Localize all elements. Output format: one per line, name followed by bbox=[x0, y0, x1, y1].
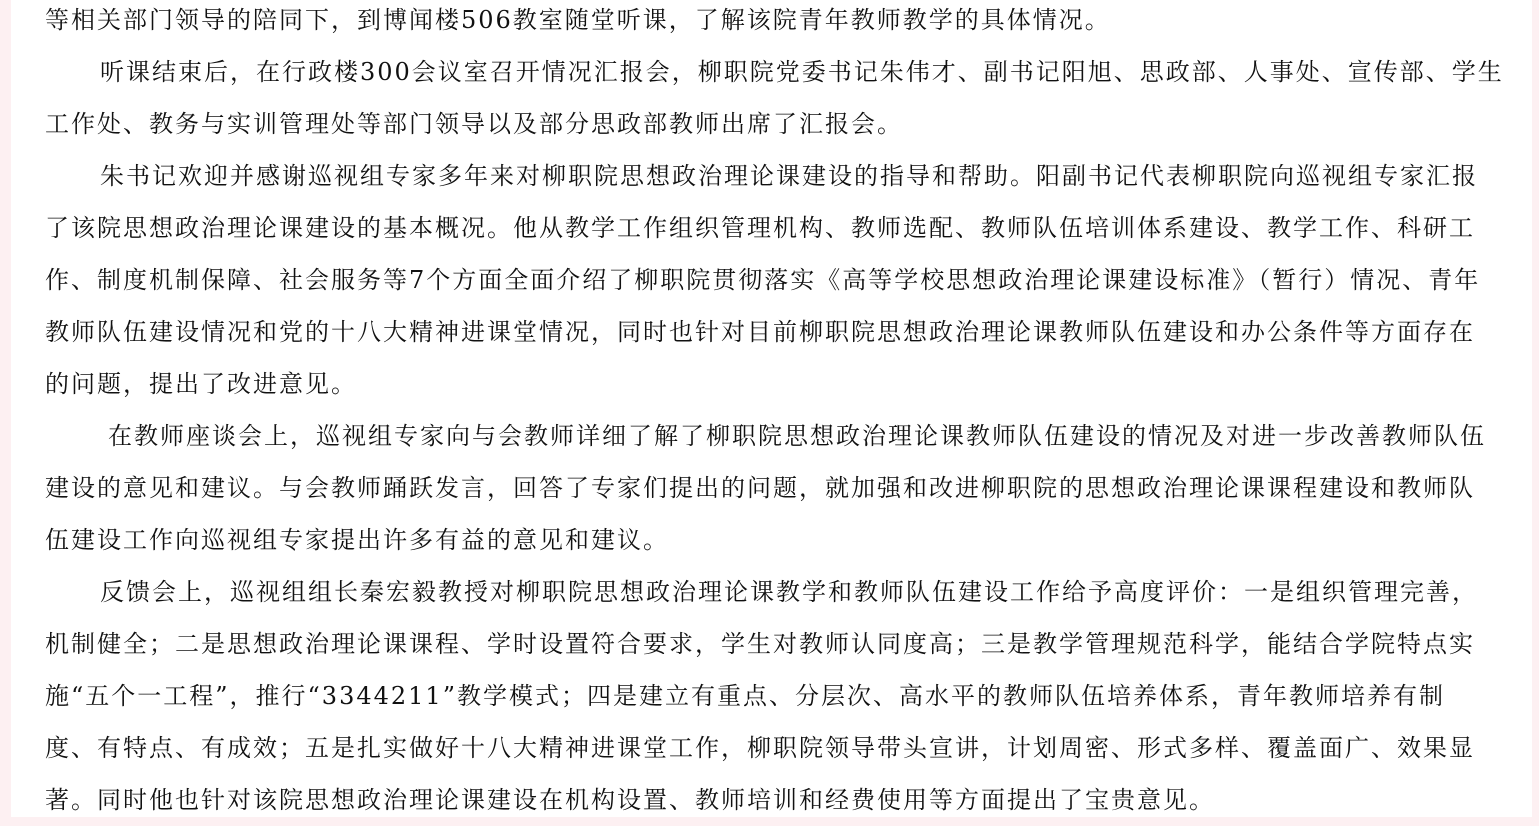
text-line: 了该院思想政治理论课建设的基本概况。他从教学工作组织管理机构、教师选配、教师队伍培训体系建设、教学工作、科研工 bbox=[45, 214, 1475, 242]
text-line: 工作处、教务与实训管理处等部门领导以及部分思政部教师出席了汇报会。 bbox=[45, 110, 903, 138]
text-line: 度、有特点、有成效；五是扎实做好十八大精神进课堂工作，柳职院领导带头宣讲，计划周密、形式多样、覆盖面广、效果显 bbox=[45, 734, 1475, 762]
text-line: 的问题，提出了改进意见。 bbox=[45, 370, 357, 398]
text-line: 伍建设工作向巡视组专家提出许多有益的意见和建议。 bbox=[45, 526, 669, 554]
paragraph bbox=[45, 410, 1525, 566]
text-line: 建设的意见和建议。与会教师踊跃发言，回答了专家们提出的问题，就加强和改进柳职院的思想政治理论课课程建设和教师队 bbox=[45, 474, 1475, 502]
text-line: 作、制度机制保障、社会服务等7个方面全面介绍了柳职院贯彻落实《高等学校思想政治理论课建设标准》（暂行）情况、青年 bbox=[45, 266, 1481, 294]
text-line: 等相关部门领导的陪同下，到博闻楼506教室随堂听课，了解该院青年教师教学的具体情况。 bbox=[45, 6, 1111, 34]
text-line: 著。同时他也针对该院思想政治理论课建设在机构设置、教师培训和经费使用等方面提出了宝贵意见。 bbox=[45, 786, 1215, 814]
text-line: 教师队伍建设情况和党的十八大精神进课堂情况，同时也针对目前柳职院思想政治理论课教师队伍建设和办公条件等方面存在 bbox=[45, 318, 1475, 346]
text-line: 朱书记欢迎并感谢巡视组专家多年来对柳职院思想政治理论课建设的指导和帮助。阳副书记代表柳职院向巡视组专家汇报 bbox=[100, 162, 1478, 190]
paragraph bbox=[45, 46, 1525, 150]
paragraph bbox=[45, 0, 1525, 46]
article-body bbox=[45, 0, 1525, 826]
text-line: 施“五个一工程”，推行“3344211”教学模式；四是建立有重点、分层次、高水平的教师队伍培养体系，青年教师培养有制 bbox=[45, 682, 1445, 710]
document-page bbox=[11, 0, 1532, 817]
text-line: 反馈会上，巡视组组长秦宏毅教授对柳职院思想政治理论课教学和教师队伍建设工作给予高度评价：一是组织管理完善， bbox=[100, 578, 1478, 606]
text-line: 机制健全；二是思想政治理论课课程、学时设置符合要求，学生对教师认同度高；三是教学管理规范科学，能结合学院特点实 bbox=[45, 630, 1475, 658]
paragraph bbox=[45, 566, 1525, 826]
paragraph bbox=[45, 150, 1525, 410]
text-line: 听课结束后，在行政楼300会议室召开情况汇报会，柳职院党委书记朱伟才、副书记阳旭、思政部、人事处、宣传部、学生 bbox=[100, 58, 1504, 86]
text-line: 在教师座谈会上，巡视组专家向与会教师详细了解了柳职院思想政治理论课教师队伍建设的情况及对进一步改善教师队伍 bbox=[108, 422, 1486, 450]
